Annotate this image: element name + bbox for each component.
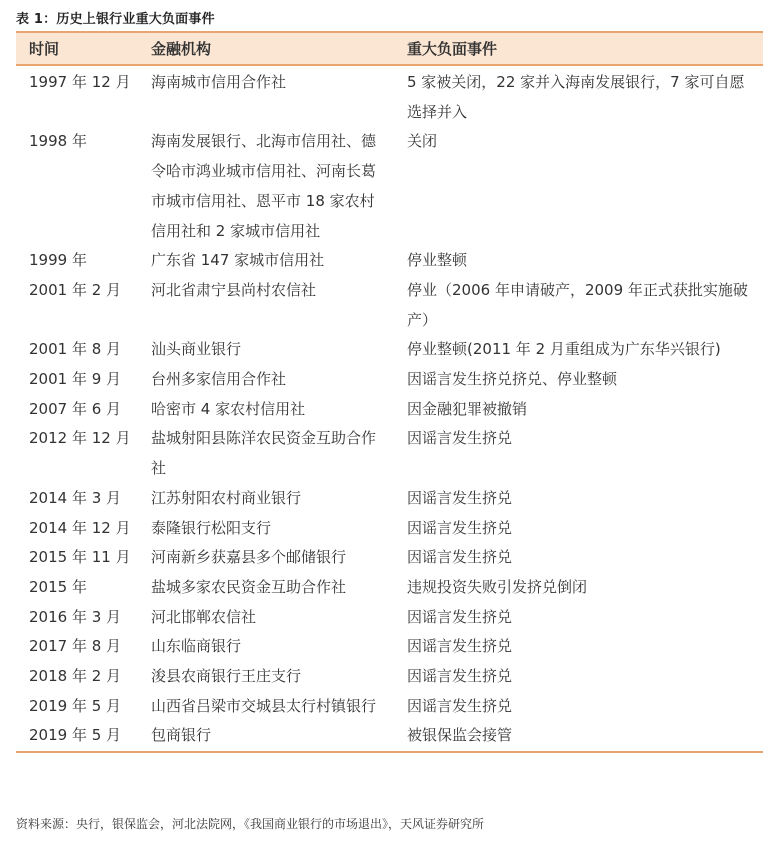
- cell-event: 关闭: [407, 132, 438, 151]
- table-row: [16, 395, 763, 425]
- cell-institution: 山西省吕梁市交城县太行村镇银行: [151, 696, 377, 715]
- cell-institution: 江苏射阳农村商业银行: [151, 488, 302, 507]
- cell-institution: 广东省 147 家城市信用社: [151, 251, 325, 270]
- cell-time: 2001 年 9 月: [29, 370, 122, 389]
- table-row: [16, 632, 763, 662]
- table-header: [16, 32, 763, 65]
- cell-time: 2001 年 8 月: [29, 340, 122, 359]
- table-row: [16, 692, 763, 722]
- cell-time: 2019 年 5 月: [29, 696, 122, 715]
- table-caption: 表 1：历史上银行业重大负面事件: [16, 12, 215, 27]
- cell-time: 2015 年 11 月: [29, 548, 131, 567]
- cell-institution: 海南发展银行、北海市信用社、德令哈市鸿业城市信用社、河南长葛市城市信用社、恩平市 18 家农村信用社和 2 家城市信用社: [151, 132, 377, 240]
- cell-institution: 山东临商银行: [151, 637, 242, 656]
- cell-institution: 哈密市 4 家农村信用社: [151, 399, 306, 418]
- cell-event: 停业整顿: [407, 251, 468, 270]
- table-row: [16, 335, 763, 365]
- cell-event: 停业整顿(2011 年 2 月重组成为广东华兴银行): [407, 340, 721, 359]
- cell-time: 2017 年 8 月: [29, 637, 122, 656]
- cell-institution: 盐城多家农民资金互助合作社: [151, 577, 347, 596]
- cell-institution: 河北省肃宁县尚村农信社: [151, 280, 317, 299]
- table-row: [16, 662, 763, 692]
- cell-event: 违规投资失败引发挤兑倒闭: [407, 577, 588, 596]
- cell-event: 因谣言发生挤兑: [407, 518, 513, 537]
- cell-event: 因谣言发生挤兑: [407, 548, 513, 567]
- cell-institution: 泰隆银行松阳支行: [151, 518, 272, 537]
- cell-institution: 河南新乡获嘉县多个邮储银行: [151, 548, 347, 567]
- cell-time: 2019 年 5 月: [16, 721, 138, 752]
- cell-institution: 海南城市信用合作社: [151, 73, 287, 91]
- cell-institution: 汕头商业银行: [151, 340, 242, 359]
- table-row: [16, 65, 763, 127]
- cell-institution: 河北邯郸农信社: [151, 607, 257, 626]
- source-note: 资料来源：央行，银保监会，河北法院网，《我国商业银行的市场退出》，天风证券研究所: [16, 817, 485, 831]
- cell-time: 2012 年 12 月: [29, 429, 131, 448]
- table-row: [16, 543, 763, 573]
- cell-time: 2016 年 3 月: [29, 607, 122, 626]
- table-row: [16, 514, 763, 544]
- cell-time: 1998 年: [29, 132, 87, 151]
- cell-institution: 台州多家信用合作社: [151, 370, 287, 389]
- cell-time: 2014 年 3 月: [29, 488, 122, 507]
- cell-event: 因谣言发生挤兑: [407, 488, 513, 507]
- cell-event: 停业（2006 年申请破产，2009 年正式获批实施破产）: [407, 280, 748, 329]
- cell-time: 2015 年: [29, 577, 87, 596]
- header-row: [16, 32, 763, 65]
- cell-event: 因谣言发生挤兑: [407, 607, 513, 626]
- cell-time: 2001 年 2 月: [29, 280, 122, 299]
- events-table: [16, 31, 763, 753]
- table-row: [16, 246, 763, 276]
- table-row: [16, 573, 763, 603]
- table-row: [16, 365, 763, 395]
- cell-institution: 盐城射阳县陈洋农民资金互助合作社: [151, 429, 377, 478]
- cell-time: 2018 年 2 月: [29, 667, 122, 686]
- table-row: [16, 721, 763, 752]
- cell-time: 2014 年 12 月: [29, 518, 131, 537]
- cell-event: 因谣言发生挤兑: [407, 429, 513, 448]
- header-institution: 金融机构: [138, 32, 394, 65]
- table-row: [16, 276, 763, 335]
- cell-institution: 浚县农商银行王庄支行: [151, 667, 302, 686]
- cell-event: 因谣言发生挤兑: [407, 637, 513, 656]
- cell-event: 因谣言发生挤兑: [407, 667, 513, 686]
- cell-time: 1997 年 12 月: [29, 73, 131, 91]
- cell-event: 因金融犯罪被撤销: [407, 399, 528, 418]
- cell-event: 5 家被关闭，22 家并入海南发展银行，7 家可自愿选择并入: [407, 73, 745, 121]
- events-table-wrapper: [16, 31, 763, 753]
- cell-event: 因谣言发生挤兑: [407, 696, 513, 715]
- cell-time: 1999 年: [29, 251, 87, 270]
- table-body: [16, 65, 763, 752]
- header-time: 时间: [16, 32, 138, 65]
- cell-time: 2007 年 6 月: [29, 399, 122, 418]
- table-row: [16, 127, 763, 246]
- header-event: 重大负面事件: [394, 32, 763, 65]
- table-row: [16, 603, 763, 633]
- cell-event: 被银保监会接管: [394, 721, 763, 752]
- cell-event: 因谣言发生挤兑挤兑、停业整顿: [407, 370, 618, 389]
- table-row: [16, 484, 763, 514]
- cell-institution: 包商银行: [138, 721, 394, 752]
- table-row: [16, 424, 763, 483]
